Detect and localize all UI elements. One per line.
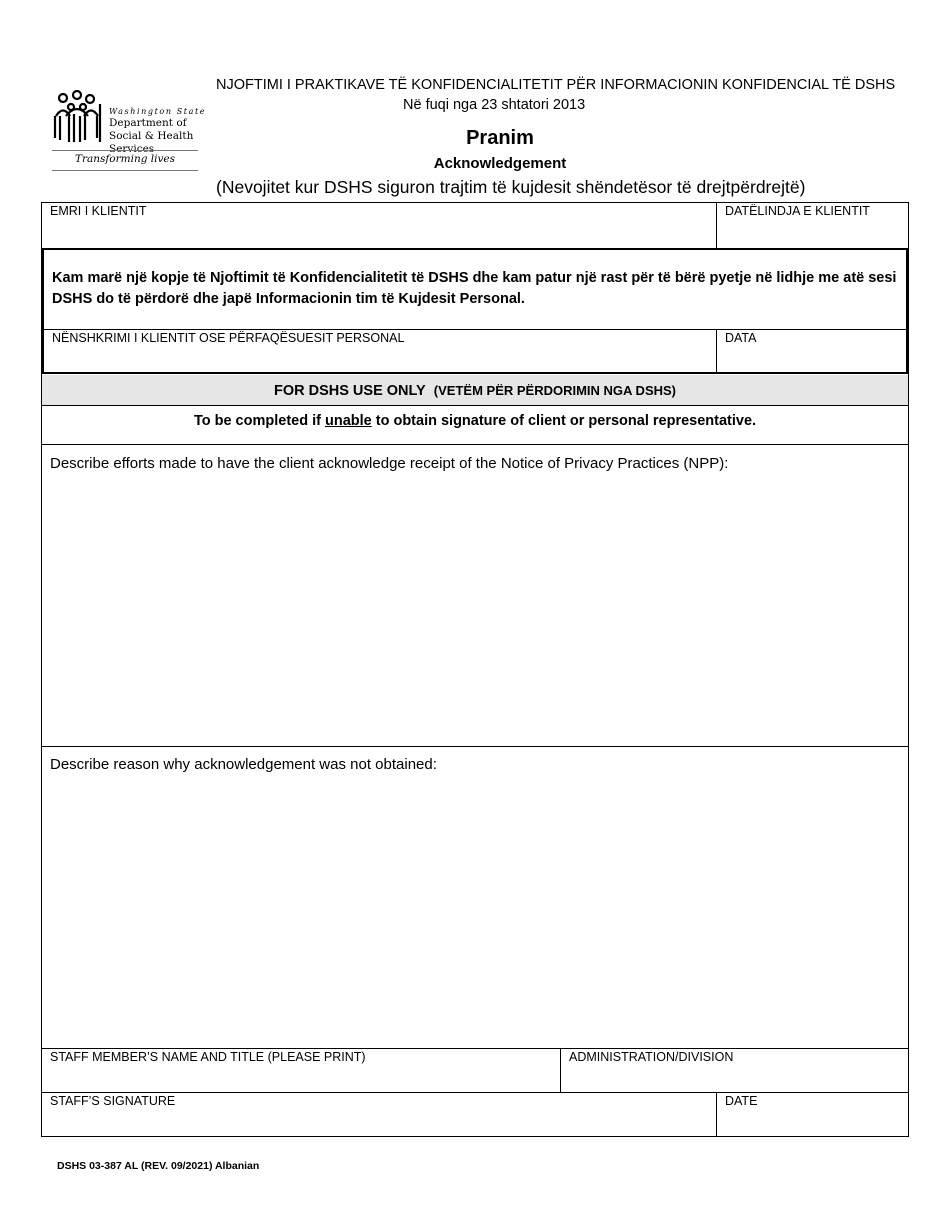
requirement-note: (Nevojitet kur DSHS siguron trajtim të kujdesit shëndetësor të drejtpërdrejtë) [216, 177, 806, 197]
efforts-description-area[interactable] [42, 445, 908, 746]
instruction-end: to obtain signature of client or personal representative. [371, 413, 757, 429]
admin-division-label: ADMINISTRATION/DIVISION [569, 1050, 734, 1064]
staff-date-field[interactable] [717, 1093, 908, 1136]
client-signature-label: NËNSHKRIMI I KLIENTIT OSE PËRFAQËSUESIT PERSONAL [52, 331, 405, 345]
form-identifier: DSHS 03-387 AL (REV. 09/2021) Albanian [57, 1160, 260, 1172]
office-use-title: FOR DSHS USE ONLY [273, 383, 426, 399]
instruction-emphasis: unable [324, 413, 372, 429]
logo-tagline: Transforming lives [74, 153, 176, 165]
row-divider [42, 405, 908, 406]
page-subtitle: Acknowledgement [433, 155, 567, 172]
notice-title: NJOFTIMI I PRAKTIKAVE TË KONFIDENCIALITETIT PËR INFORMACIONIN KONFIDENCIAL TË DSHS [216, 77, 896, 93]
staff-name-field[interactable] [42, 1049, 560, 1092]
client-name-field[interactable] [42, 203, 716, 248]
client-name-label: EMRI I KLIENTIT [50, 204, 147, 218]
office-use-title-albanian: (VETËM PËR PËRDORIMIN NGA DSHS) [433, 383, 676, 398]
admin-division-field[interactable] [561, 1049, 908, 1092]
page-title: Pranim [466, 127, 534, 149]
effective-date: Në fuqi nga 23 shtatori 2013 [403, 97, 586, 113]
reason-description-area[interactable] [42, 747, 908, 1048]
logo-department-text: Department of Social & Health Services [109, 117, 194, 155]
staff-signature-label: STAFF’S SIGNATURE [50, 1094, 176, 1108]
acknowledgement-statement: Kam marë një kopje të Njoftimit të Konfidencialitetit të DSHS dhe kam patur një rast për të bërë pyetje në lidhje me atë sesi DSHS do të përdorë dhe japë Informacionin tim të Kujdesit Personal. [52, 270, 897, 307]
logo-state-text: Washington State [109, 107, 207, 116]
reason-prompt: Describe reason why acknowledgement was not obtained: [50, 756, 437, 773]
client-dob-field[interactable] [717, 203, 908, 248]
logo-divider [52, 150, 198, 151]
office-use-instruction [42, 413, 908, 429]
client-acknowledgement-box [42, 248, 908, 374]
client-dob-label: DATËLINDJA E KLIENTIT [725, 204, 870, 218]
client-signature-field[interactable] [44, 330, 716, 372]
signature-date-label: DATA [725, 331, 757, 345]
staff-signature-field[interactable] [42, 1093, 716, 1136]
efforts-prompt: Describe efforts made to have the client acknowledge receipt of the Notice of Privacy Practices (NPP): [50, 455, 729, 472]
instruction-start: To be completed if [193, 413, 325, 429]
staff-date-label: DATE [725, 1094, 758, 1108]
office-use-heading [42, 383, 908, 399]
signature-date-field[interactable] [717, 330, 906, 372]
acknowledgement-form [41, 202, 909, 1137]
staff-name-label: STAFF MEMBER’S NAME AND TITLE (PLEASE PRINT) [50, 1050, 366, 1064]
